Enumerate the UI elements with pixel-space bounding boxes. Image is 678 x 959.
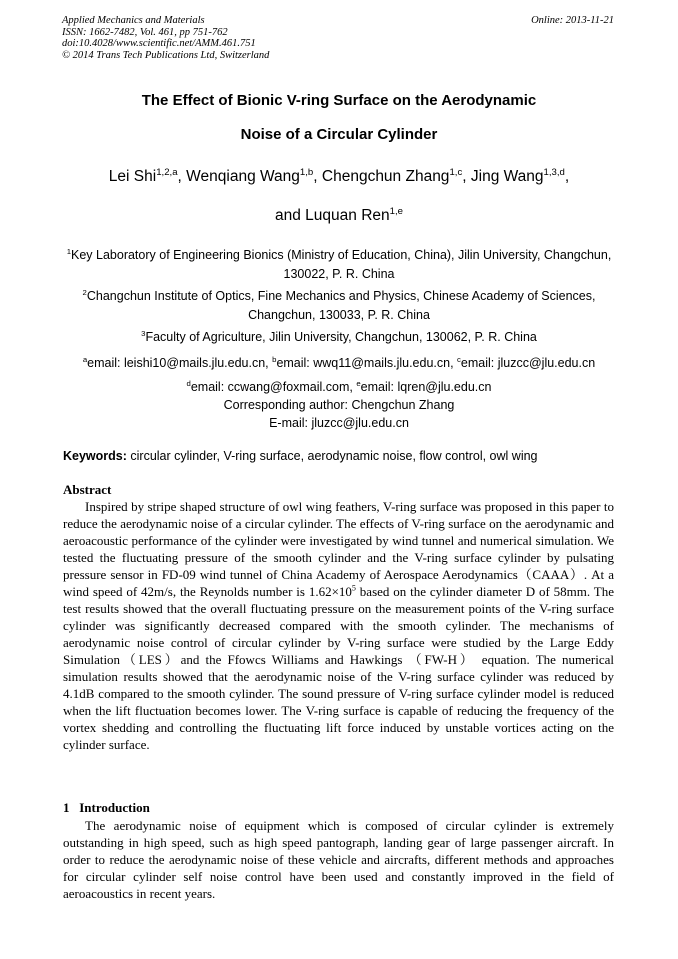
reynolds-exponent: 5 (351, 583, 356, 593)
email-sup: a (82, 354, 88, 364)
corresponding-email: E-mail: jluzcc@jlu.edu.cn (269, 416, 409, 430)
author-sup: 1,b (299, 166, 314, 178)
affiliation-text: 130022, P. R. China (283, 267, 395, 281)
affiliation-3 (40, 328, 638, 347)
journal-header (62, 15, 269, 61)
abstract-part1: Inspired by stripe shaped structure of owl wing feathers, V-ring surface was proposed in this paper to reduce the aerodynamic noise of a circular cylinder. The effects of V-ring surface on the aerodynamic and aeroacoustic performance of the cylinder were investigated by wind tunnel and numerical simulation. We tested the fluctuating pressure of the smooth cylinder and the V-ring surface cylinder by pulsating pressure sensor in FD-09 wind tunnel of China Academy of Aerospace Aerodynamics（CAAA）. At a wind speed of 42m/s, the Reynolds number is 1.62×10 (63, 499, 614, 599)
author-sup: 1,c (449, 166, 463, 178)
journal-name: Applied Mechanics and Materials (62, 15, 205, 26)
affiliation-sup: 2 (82, 287, 87, 297)
email-sup: c (457, 354, 461, 364)
affiliation-text: Faculty of Agriculture, Jilin University, Changchun, 130062, P. R. China (145, 330, 537, 344)
email-text: email: ccwang@foxmail.com, (190, 380, 357, 394)
authors-line2 (40, 207, 638, 225)
doi-line: doi:10.4028/www.scientific.net/AMM.461.751 (62, 38, 256, 49)
author-name: Jing Wang (470, 168, 544, 185)
paper-title-line1: The Effect of Bionic V-ring Surface on the Aerodynamic (141, 92, 537, 109)
affiliation-1 (40, 246, 638, 284)
author-name: and Luquan Ren (275, 207, 390, 224)
copyright-line: © 2014 Trans Tech Publications Ltd, Switzerland (62, 49, 270, 61)
affiliation-text: Key Laboratory of Engineering Bionics (Ministry of Education, China), Jilin University, Changchun, (71, 248, 612, 262)
abstract-part2: based on the cylinder diameter D of 58mm. The test results showed that the overall fluctuating pressure on the measurement points of the V-ring surface cylinder was significantly decreased compared with the smooth cylinder. The mechanisms of aerodynamic noise control of circular cylinder by V-ring surface were studied by the Large Eddy Simulation（LES）and the Ffowcs Williams and Hawkings （FW-H） equation. The numerical simulation results showed that the aerodynamic noise of the V-ring surface cylinder was reduced by 4.1dB compared to the smooth cylinder. The sound pressure of V-ring surface cylinder model is reduced when the lift fluctuation becomes lower. The V-ring surface is capable of reducing the frequency of the vortex shedding and controlling the fluctuating lift force induced by unstable vortices acting on the cylinder surface. (63, 584, 615, 752)
emails-line2 (40, 378, 638, 397)
authors-line1: Lei Shi$^{1,2,a}$, Wenqiang Wang$^{1,b}$, Chengchun Zhang$^{1,c}$, Jing Wang$^{1,3,d}$, (108, 166, 570, 185)
author-sup: 1,2,a (156, 166, 178, 178)
corresponding-author: Corresponding author: Chengchun Zhang (223, 398, 455, 412)
author-sup: 1,e (389, 205, 403, 217)
affiliation-sup: 3 (141, 328, 146, 338)
affiliation-2 (40, 287, 638, 325)
author-name: Wenqiang Wang (186, 168, 300, 185)
abstract-text (63, 498, 614, 753)
author-name: Lei Shi (108, 168, 157, 185)
email-text: email: jluzcc@jlu.edu.cn (460, 356, 596, 370)
affiliation-sup: 1 (66, 246, 71, 256)
keywords-text: circular cylinder, V-ring surface, aerodynamic noise, flow control, owl wing (126, 449, 538, 463)
paper-title-line2: Noise of a Circular Cylinder (240, 126, 438, 143)
author-sup: 1,3,d (543, 166, 565, 178)
affiliation-text: Changchun Institute of Optics, Fine Mechanics and Physics, Chinese Academy of Sciences, (86, 289, 596, 303)
issn-line: ISSN: 1662-7482, Vol. 461, pp 751-762 (62, 26, 228, 38)
online-date: Online: 2013-11-21 (531, 15, 614, 26)
email-sup: d (186, 378, 191, 388)
author-name: Chengchun Zhang (321, 168, 450, 185)
email-sup: e (356, 378, 361, 388)
abstract-heading: Abstract (63, 482, 112, 497)
keywords-label: Keywords: (63, 449, 127, 463)
keywords (63, 449, 538, 463)
affiliation-text: Changchun, 130033, P. R. China (248, 308, 430, 322)
email-text: email: leishi10@mails.jlu.edu.cn, (87, 356, 273, 370)
email-sup: b (272, 354, 277, 364)
email-text: email: lqren@jlu.edu.cn (360, 380, 492, 394)
emails-line1 (40, 354, 638, 373)
introduction-text: The aerodynamic noise of equipment which is composed of circular cylinder is extremely outstanding in high speed, such as high speed pantograph, landing gear of large passenger aircraft. In order to reduce the aerodynamic noise of these vehicle and aircrafts, different methods and approaches for circular cylinder self noise control have been used and constantly improved in the field of aeroacoustics in recent years. (63, 818, 614, 901)
introduction-heading: 1 Introduction (63, 800, 150, 815)
email-text: email: wwq11@mails.jlu.edu.cn, (276, 356, 458, 370)
